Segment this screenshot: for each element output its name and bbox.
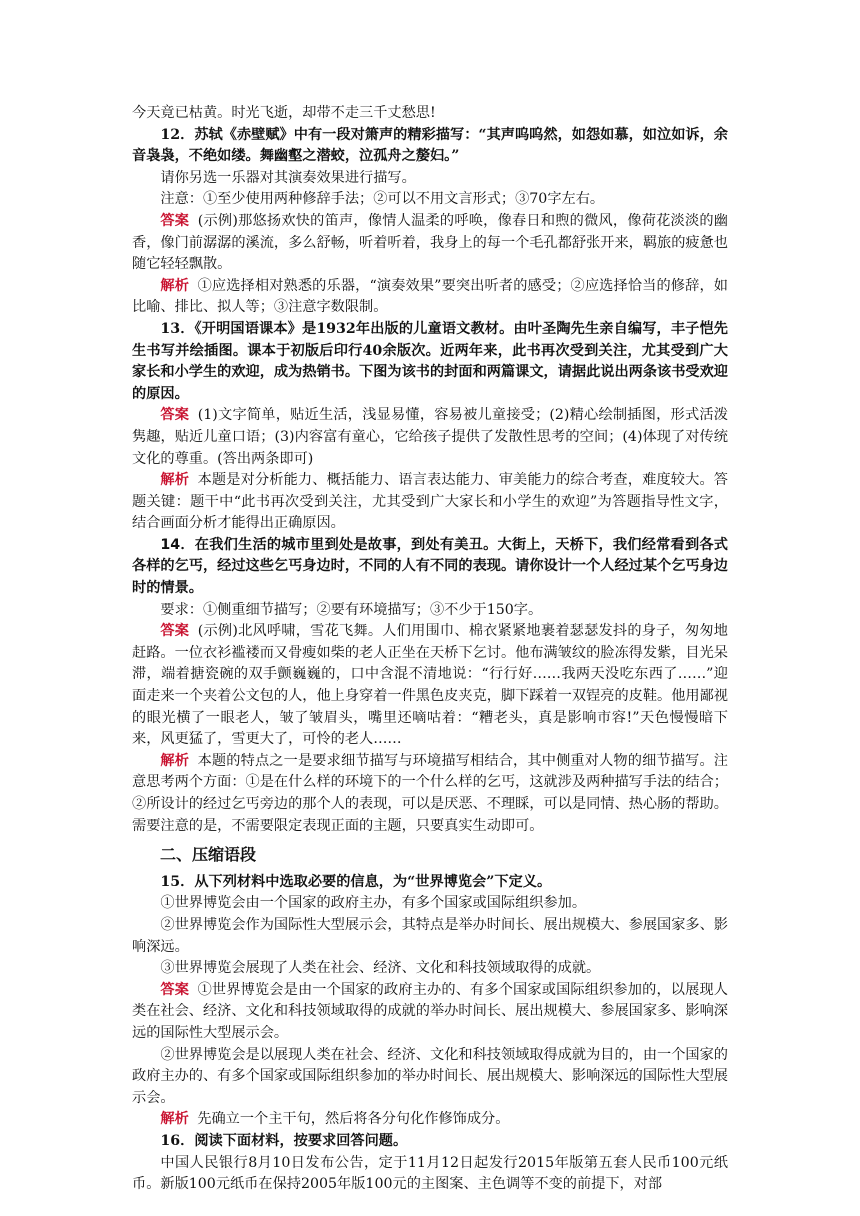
analysis-tag: 解析 [160,1111,189,1128]
question-16: 16．阅读下面材料，按要求回答问题。 [160,1132,408,1149]
answer-text: (示例)那悠扬欢快的笛声，像情人温柔的呼唤，像春日和煦的微风，像荷花淡淡的幽香，像门前潺潺的溪流，多么舒畅，听着听着，我身上的每一个毛孔都舒张开来，羁旅的疲惫也随它轻轻飘散。 [132,212,728,273]
question-14-analysis [132,751,728,837]
answer-tag: 答案 [160,623,190,640]
answer-tag: 答案 [160,212,190,229]
section-heading: 二、压缩语段 [160,845,257,865]
intro-tail-line: 今天竟已枯黄。时光飞逝，却带不走三千丈愁思! [132,105,436,121]
question-12-analysis [132,276,728,319]
question-15: 15．从下列材料中选取必要的信息，为“世界博览会”下定义。 [160,873,552,890]
question-14: 14．在我们生活的城市里到处是故事，到处有美丑。大街上，天桥下，我们经常看到各式各样的乞丐，经过这些乞丐身边时，不同的人有不同的表现。请你设计一个人经过某个乞丐身边时的情景。 [132,536,728,597]
answer-tag: 答案 [160,407,190,424]
analysis-text: 本题的特点之一是要求细节描写与环境描写相结合，其中侧重对人物的细节描写。注意思考两个方面：①是在什么样的环境下的一个什么样的乞丐，这就涉及两种描写手法的结合；②所设计的经过乞丐旁边的那个人的表现，可以是厌恶、不理睬，可以是同情、热心肠的帮助。需要注意的是，不需要限定表现正面的主题，只要真实生动即可。 [132,752,728,834]
answer-text: (示例)北风呼啸，雪花飞舞。人们用围巾、棉衣紧紧地裹着瑟瑟发抖的身子，匆匆地赶路。一位衣衫褴褛而又骨瘦如柴的老人正坐在天桥下乞讨。他布满皱纹的脸冻得发紫，目光呆滞，端着搪瓷碗的双手颤巍巍的，口中含混不清地说：“行行好……我两天没吃东西了……”迎面走来一个夹着公文包的人，他上身穿着一件黑色皮夹克，脚下踩着一双锃亮的皮鞋。他用鄙视的眼光横了一眼老人，皱了皱眉头，嘴里还嘀咕着：“糟老头，真是影响市容!”天色慢慢暗下来，风更猛了，雪更大了，可怜的老人…… [132,623,728,748]
question-15-answer [132,980,728,1045]
question-15-analysis [132,1109,728,1131]
analysis-tag: 解析 [160,472,190,489]
question-15-material-3: ③世界博览会展现了人类在社会、经济、文化和科技领域取得的成就。 [160,960,601,977]
question-13: 13．《开明国语课本》是1932年出版的儿童语文教材。由叶圣陶先生亲自编写，丰子恺先生书写并绘插图。课本于初版后印行40余版次。近两年来，此书再次受到关注，尤其受到广大家长和小学生的欢迎，成为热销书。下图为该书的封面和两篇课文，请据此说出两条该书受欢迎的原因。 [132,320,728,402]
question-15-material-2: ②世界博览会作为国际性大型展示会，其特点是举办时间长、展出规模大、参展国家多、影响深远。 [132,916,728,955]
question-12: 12．苏轼《赤壁赋》中有一段对箫声的精彩描写：“其声呜呜然，如怨如慕，如泣如诉，余音袅袅，不绝如缕。舞幽壑之潜蛟，泣孤舟之嫠妇。” [132,126,728,165]
question-12-note: 注意：①至少使用两种修辞手法；②可以不用文言形式；③70字左右。 [160,191,605,208]
analysis-text: 本题是对分析能力、概括能力、语言表达能力、审美能力的综合考查，难度较大。答题关键：题干中“此书再次受到关注，尤其受到广大家长和小学生的欢迎”为答题指导性文字，结合画面分析才能得出正确原因。 [132,472,728,532]
analysis-text: 先确立一个主干句，然后将各分句化作修饰成分。 [197,1111,510,1128]
question-14-requirements: 要求：①侧重细节描写；②要有环境描写；③不少于150字。 [160,601,543,618]
question-15-answer-2: ②世界博览会是以展现人类在社会、经济、文化和科技领域取得成就为目的，由一个国家的政府主办的、有多个国家或国际组织参加的举办时间长、展出规模大、影响深远的国际性大型展示会。 [132,1046,728,1106]
answer-text: (1)文字简单，贴近生活，浅显易懂，容易被儿童接受；(2)精心绘制插图，形式活泼隽趣，贴近儿童口语；(3)内容富有童心，它给孩子提供了发散性思考的空间；(4)体现了对传统文化的尊重。(答出两条即可) [132,407,728,467]
answer-tag: 答案 [160,981,190,998]
question-12-task: 请你另选一乐器对其演奏效果进行描写。 [160,169,416,186]
analysis-tag: 解析 [160,277,190,294]
answer-text: ①世界博览会是由一个国家的政府主办的、有多个国家或国际组织参加的，以展现人类在社会、经济、文化和科技领域取得的成就的举办时间长、展出规模大、参展国家多、影响深远的国际性大型展示会。 [132,981,728,1041]
question-13-analysis [132,470,728,535]
analysis-tag: 解析 [160,752,190,769]
question-13-answer [132,405,728,470]
question-15-material-1: ①世界博览会由一个国家的政府主办，有多个国家或国际组织参加。 [160,895,587,912]
document-page [132,103,728,1196]
question-16-material: 中国人民银行8月10日发布公告，定于11月12日起发行2015年版第五套人民币100元纸币。新版100元纸币在保持2005年版100元的主图案、主色调等不变的前提下，对部 [132,1154,728,1193]
question-14-answer [132,621,728,751]
analysis-text: ①应选择相对熟悉的乐器，“演奏效果”要突出听者的感受；②应选择恰当的修辞，如比喻、排比、拟人等；③注意字数限制。 [132,277,728,316]
question-12-answer [132,211,728,276]
